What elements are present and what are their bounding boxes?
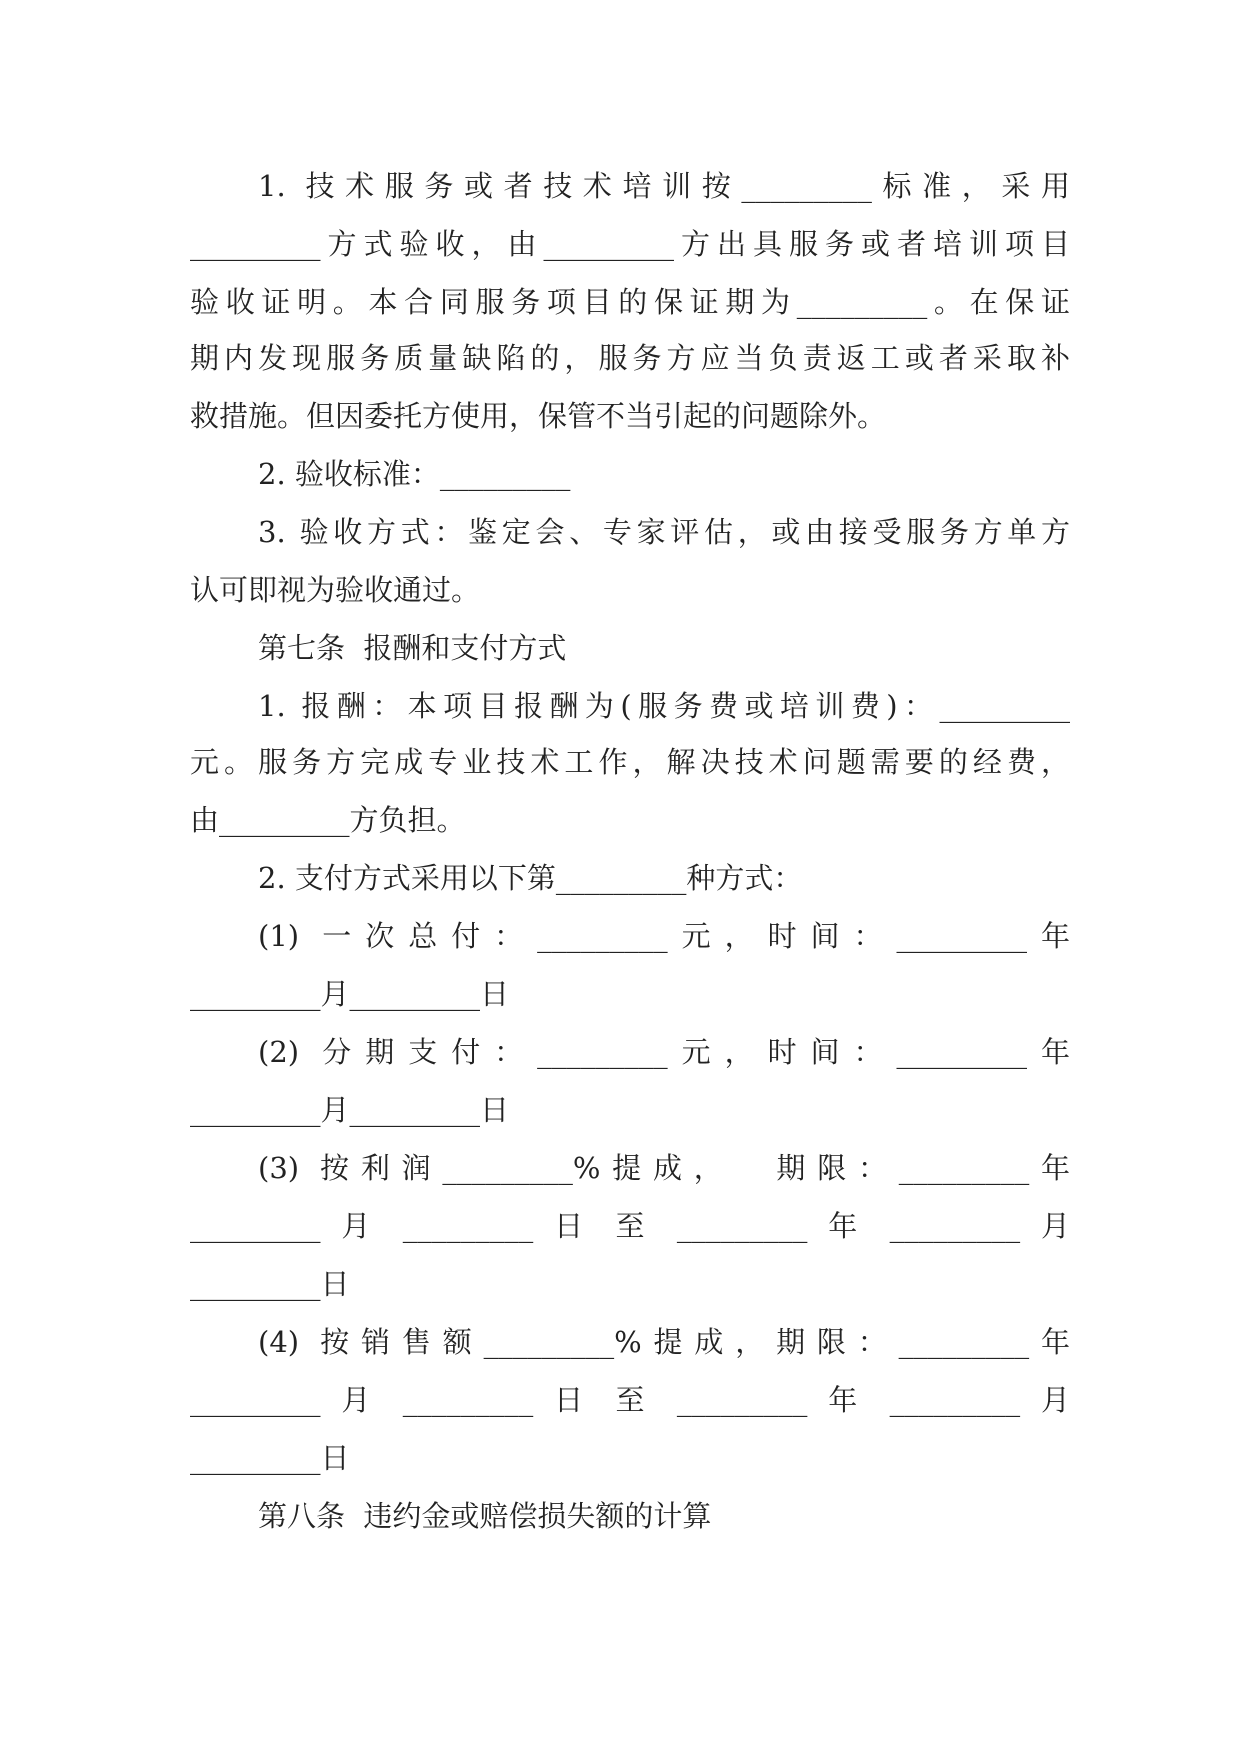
section-heading: 第八条 违约金或赔偿损失额的计算 [258,1499,712,1533]
payment-option-line: (4) 按销售额_________%提成，期限：_________年 [258,1325,1070,1359]
payment-option-line: _________日 [190,1441,350,1475]
clause-line: 1. 技术服务或者技术培训按_________标准，采用 [258,169,1070,203]
section-heading: 第七条 报酬和支付方式 [258,631,567,665]
clause-line: 2. 支付方式采用以下第_________种方式： [258,861,803,895]
payment-option-line: (2) 分期支付：_________元，时间：_________年 [258,1035,1070,1069]
clause-line: 认可即视为验收通过。 [190,573,481,607]
payment-option-line: _________日 [190,1267,350,1301]
payment-option-line: _________ 月 _________ 日 至 _________ 年 _________ 月 [190,1383,1070,1417]
clause-line: 2. 验收标准：_________ [258,457,571,491]
clause-line: 验收证明。本合同服务项目的保证期为_________。在保证 [190,285,1070,319]
clause-line: 救措施。但因委托方使用，保管不当引起的问题除外。 [190,399,887,433]
clause-line: 1. 报酬：本项目报酬为(服务费或培训费)：_________ [258,689,1070,723]
payment-option-line: _________月_________日 [190,977,510,1011]
clause-line: 3. 验收方式：鉴定会、专家评估，或由接受服务方单方 [258,515,1070,549]
payment-option-line: (3) 按利润_________%提成， 期限：_________年 [258,1151,1070,1185]
payment-option-line: (1) 一次总付：_________元，时间：_________年 [258,919,1070,953]
clause-line: 由_________方负担。 [190,803,466,837]
clause-line: 元。服务方完成专业技术工作，解决技术问题需要的经费， [190,745,1070,779]
payment-option-line: _________ 月 _________ 日 至 _________ 年 _________ 月 [190,1209,1070,1243]
clause-line: 期内发现服务质量缺陷的，服务方应当负责返工或者采取补 [190,341,1070,375]
payment-option-line: _________月_________日 [190,1093,510,1127]
clause-line: _________方式验收，由_________方出具服务或者培训项目 [190,227,1070,261]
